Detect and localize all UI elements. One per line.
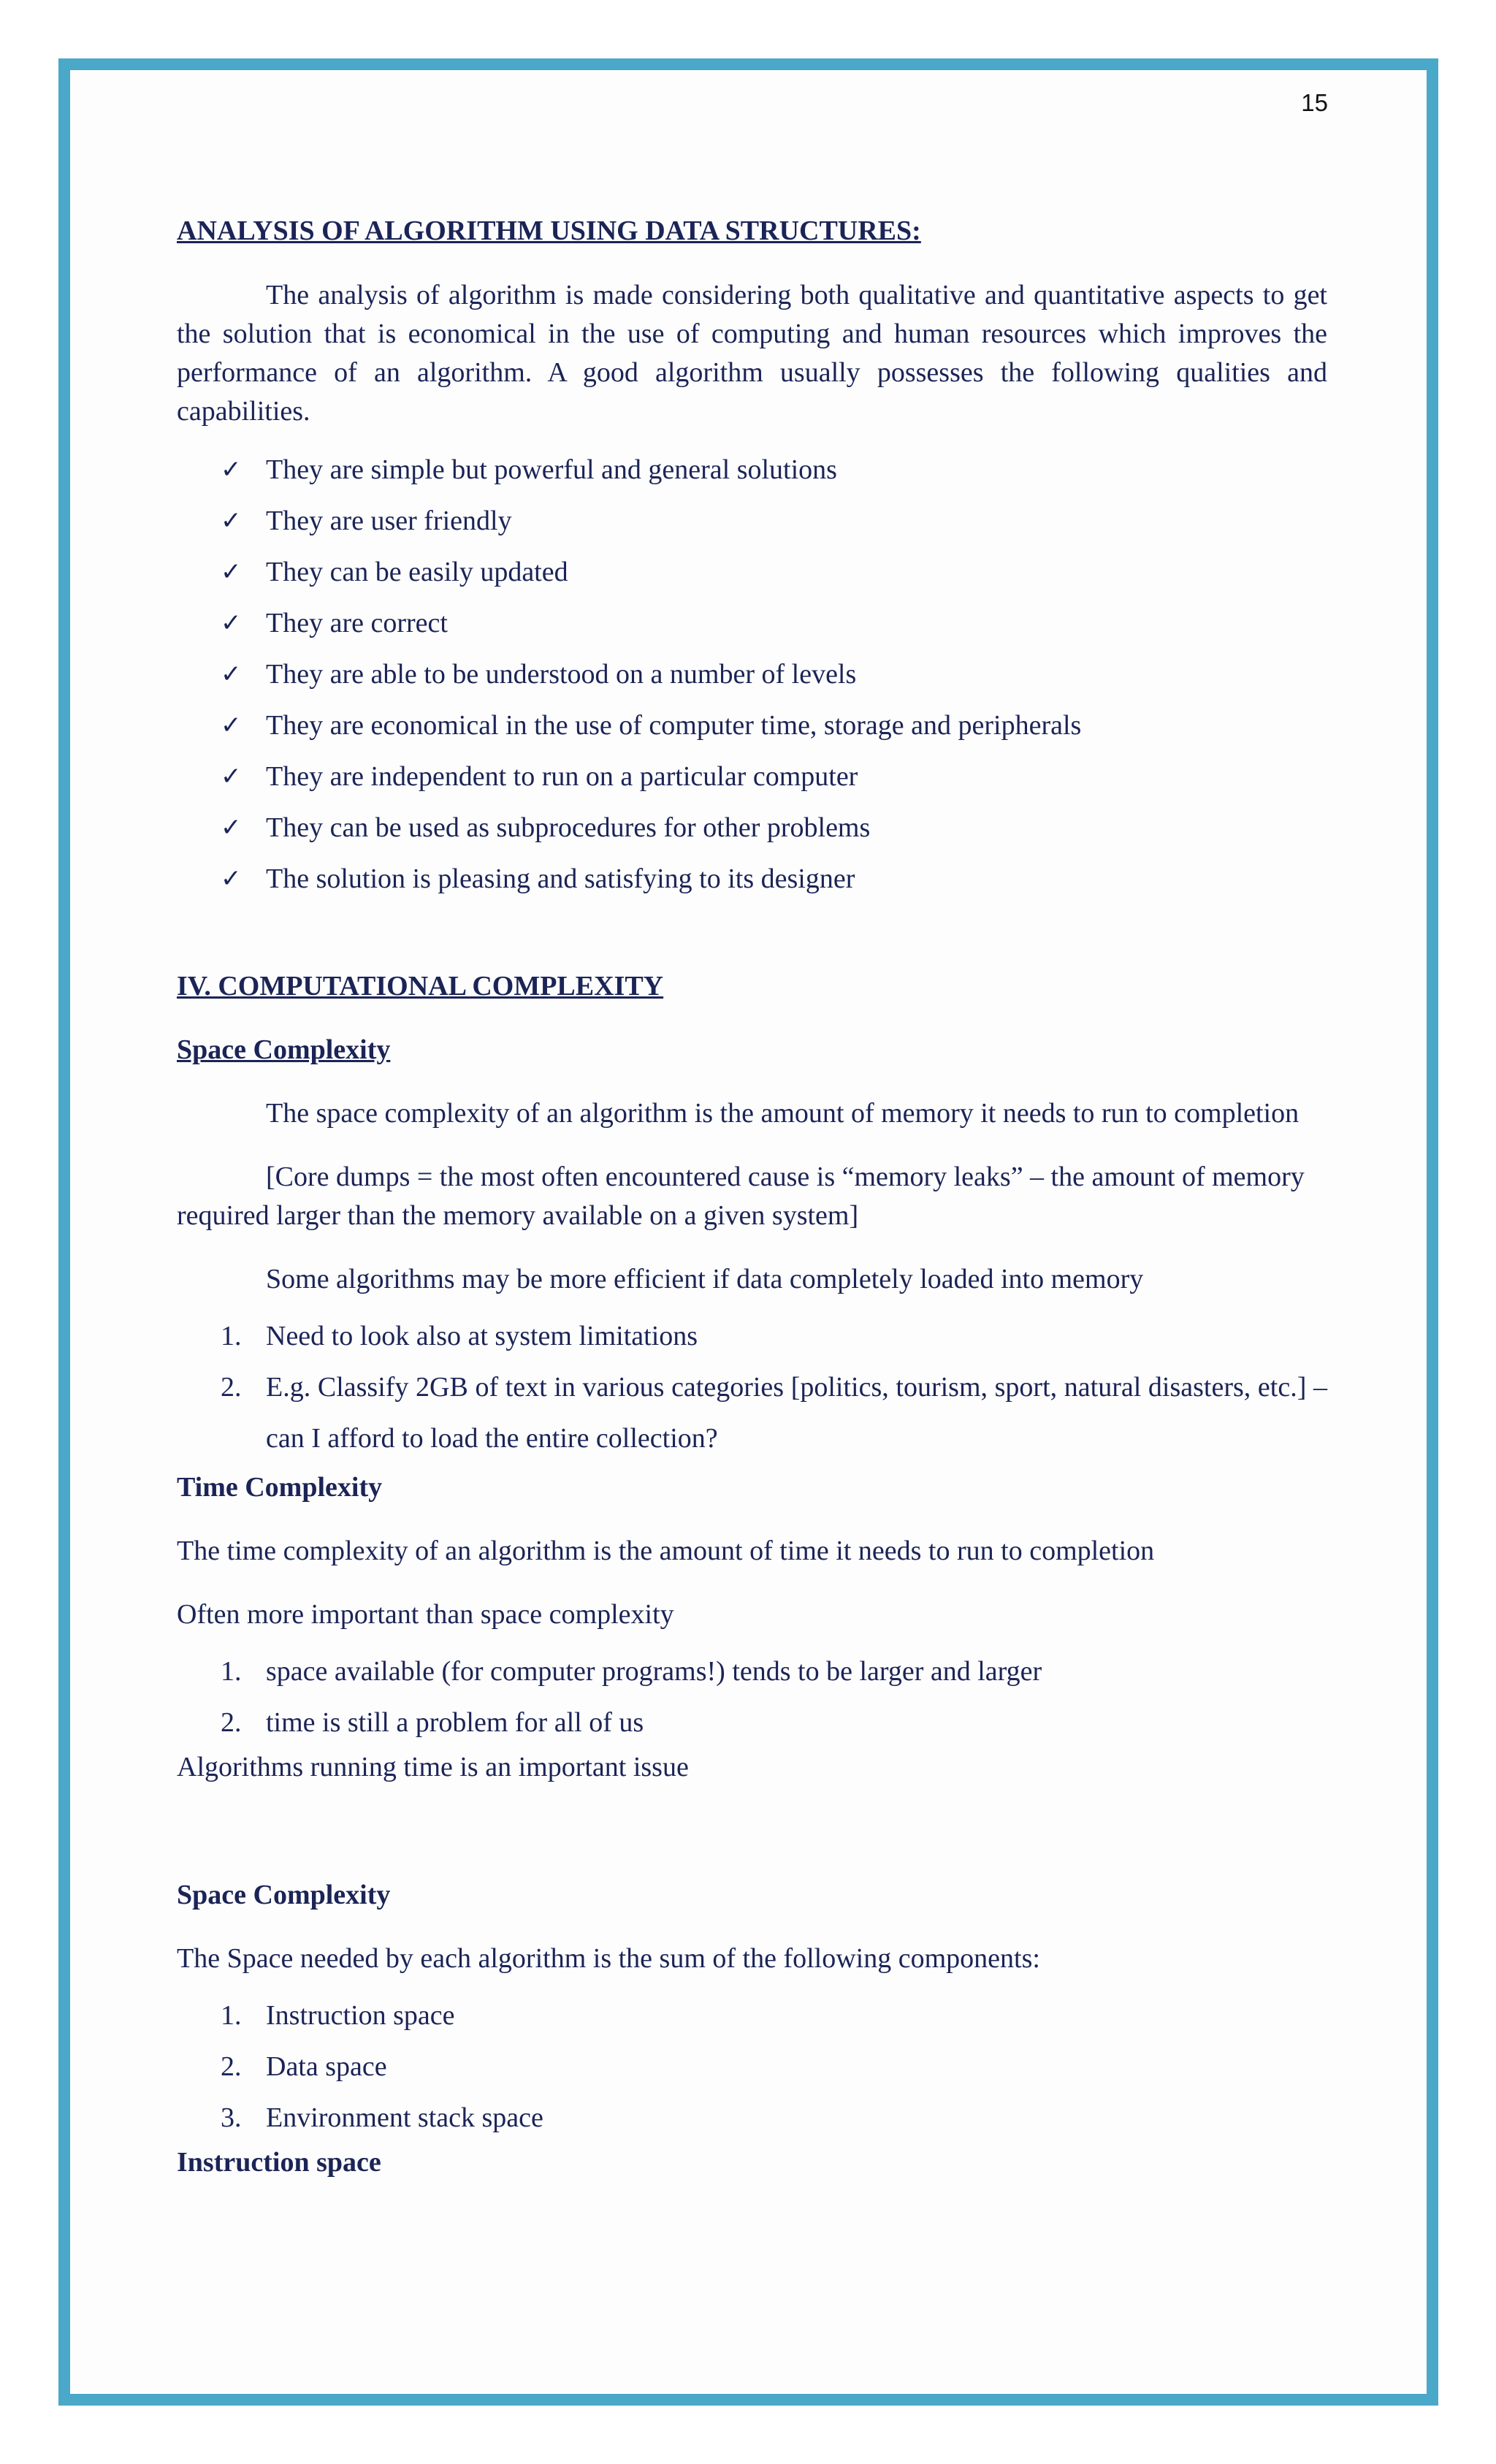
list-item [177, 649, 1327, 700]
time-paragraph-1: The time complexity of an algorithm is the amount of time it needs to run to completion [177, 1536, 1155, 1566]
space-components-title: Space Complexity [177, 1880, 391, 1910]
checkmark-icon: ✓ [221, 660, 242, 689]
space-limitations-list [177, 1311, 1327, 1464]
list-item [177, 1990, 1327, 2041]
list-item-text: Data space [266, 2051, 387, 2082]
list-number: 2. [221, 1707, 242, 1738]
list-item-text: They are economical in the use of computer time, storage and peripherals [266, 710, 1082, 741]
time-complexity-title: Time Complexity [177, 1472, 383, 1503]
list-item-text: Instruction space [266, 2000, 455, 2031]
space-complexity-title: Space Complexity [177, 1034, 391, 1065]
checkmark-icon: ✓ [221, 609, 242, 638]
list-item-text: E.g. Classify 2GB of text in various categories [politics, tourism, sport, natural disasters, etc.] – can I afford to load the entire collection? [266, 1372, 1327, 1454]
time-paragraph-3: Algorithms running time is an important issue [177, 1752, 689, 1782]
list-item [177, 802, 1327, 853]
list-item-text: Environment stack space [266, 2102, 543, 2133]
page-number: 15 [1301, 89, 1328, 116]
time-paragraph-2: Often more important than space complexity [177, 1599, 674, 1630]
list-item-text: They can be easily updated [266, 557, 568, 587]
list-item-text: They are able to be understood on a number of levels [266, 659, 857, 690]
analysis-heading: ANALYSIS OF ALGORITHM USING DATA STRUCTURES: [177, 215, 921, 246]
list-item-text: They are correct [266, 608, 448, 638]
list-item-text: time is still a problem for all of us [266, 1707, 644, 1738]
checkmark-icon: ✓ [221, 455, 242, 484]
list-item [177, 546, 1327, 598]
list-number: 1. [221, 1321, 242, 1351]
list-item [177, 2092, 1327, 2143]
list-item [177, 1311, 1327, 1362]
instruction-space-title: Instruction space [177, 2147, 381, 2178]
list-item [177, 495, 1327, 546]
checkmark-icon: ✓ [221, 711, 242, 740]
space-paragraph-2: [Core dumps = the most often encountered cause is “memory leaks” – the amount of memory required larger than the memory available on a given system] [177, 1162, 1305, 1231]
list-item [177, 700, 1327, 751]
list-number: 1. [221, 2000, 242, 2031]
list-item [177, 1697, 1327, 1748]
space-components-intro: The Space needed by each algorithm is the sum of the following components: [177, 1943, 1040, 1974]
space-paragraph-1: The space complexity of an algorithm is the amount of memory it needs to run to completion [266, 1098, 1300, 1129]
list-item-text: space available (for computer programs!) tends to be larger and larger [266, 1656, 1042, 1687]
list-item [177, 444, 1327, 495]
list-number: 1. [221, 1656, 242, 1687]
list-item-text: Need to look also at system limitations [266, 1321, 698, 1351]
complexity-heading: IV. COMPUTATIONAL COMPLEXITY [177, 971, 664, 1002]
checkmark-icon: ✓ [221, 762, 242, 791]
list-item-text: They are simple but powerful and general solutions [266, 454, 837, 485]
list-item [177, 751, 1327, 802]
checkmark-icon: ✓ [221, 506, 242, 535]
list-item-text: They are independent to run on a particular computer [266, 761, 858, 792]
list-item-text: They can be used as subprocedures for other problems [266, 812, 871, 843]
list-item [177, 598, 1327, 649]
list-number: 2. [221, 1372, 242, 1403]
list-item [177, 2041, 1327, 2092]
space-paragraph-3: Some algorithms may be more efficient if data completely loaded into memory [266, 1264, 1144, 1294]
list-number: 3. [221, 2102, 242, 2133]
list-item [177, 1362, 1327, 1464]
list-item [177, 853, 1327, 904]
list-item-text: They are user friendly [266, 506, 512, 536]
checkmark-icon: ✓ [221, 864, 242, 893]
analysis-intro: The analysis of algorithm is made considering both qualitative and quantitative aspects to get the solution that is economical in the use of computing and human resources which improves the performance of an algorithm. A good algorithm usually possesses the following qualities and capabilities. [177, 280, 1327, 427]
list-number: 2. [221, 2051, 242, 2082]
document-body [177, 212, 1327, 2182]
checkmark-icon: ✓ [221, 813, 242, 842]
list-item [177, 1646, 1327, 1697]
qualities-list [177, 444, 1327, 904]
time-reasons-list [177, 1646, 1327, 1748]
space-components-list [177, 1990, 1327, 2143]
checkmark-icon: ✓ [221, 557, 242, 587]
list-item-text: The solution is pleasing and satisfying to its designer [266, 863, 855, 894]
